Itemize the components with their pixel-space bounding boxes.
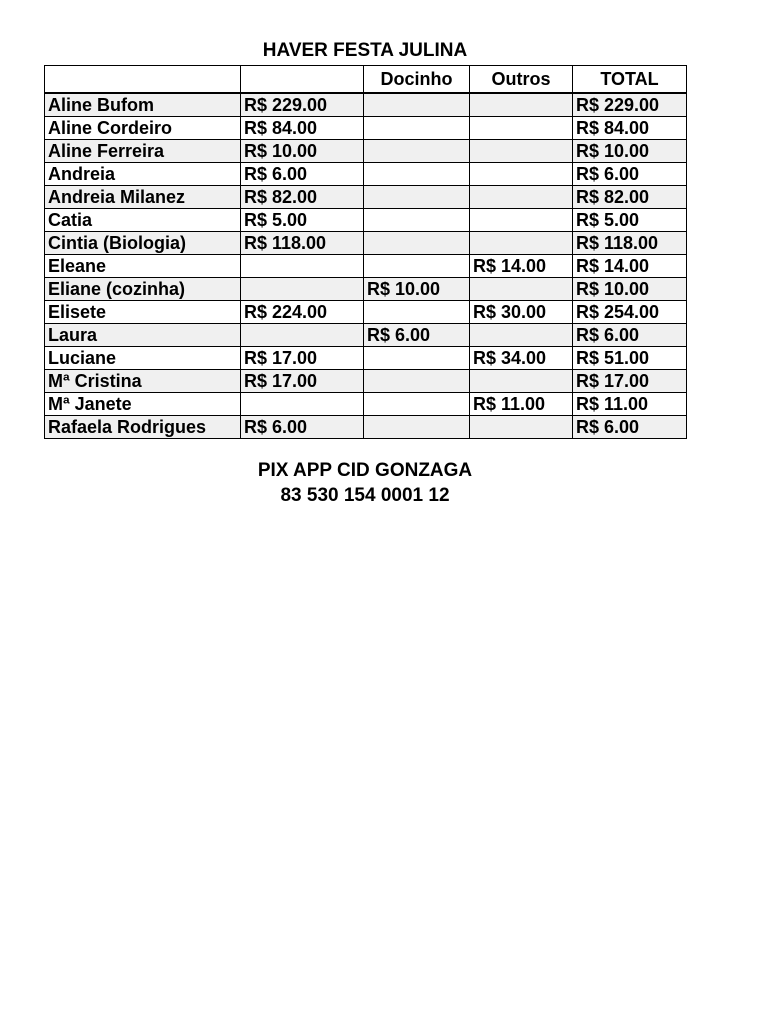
cell-docinho [364, 232, 470, 255]
cell-name: Cintia (Biologia) [45, 232, 241, 255]
cell-docinho [364, 370, 470, 393]
cell-outros [470, 163, 573, 186]
haver-table [44, 65, 687, 439]
cell-outros [470, 93, 573, 117]
table-row [45, 278, 687, 301]
cell-name: Laura [45, 324, 241, 347]
header-docinho: Docinho [364, 66, 470, 94]
cell-outros [470, 324, 573, 347]
cell-docinho: R$ 10.00 [364, 278, 470, 301]
cell-docinho [364, 209, 470, 232]
cell-outros: R$ 11.00 [470, 393, 573, 416]
cell-value [241, 324, 364, 347]
cell-docinho [364, 416, 470, 439]
table-row [45, 232, 687, 255]
cell-outros [470, 140, 573, 163]
header-name [45, 66, 241, 94]
cell-docinho: R$ 6.00 [364, 324, 470, 347]
cell-name: Eleane [45, 255, 241, 278]
pix-label: PIX APP CID GONZAGA [257, 460, 473, 481]
cell-outros [470, 209, 573, 232]
cell-total: R$ 6.00 [573, 416, 687, 439]
pix-info [44, 458, 686, 508]
cell-docinho [364, 347, 470, 370]
cell-outros [470, 278, 573, 301]
cell-name: Andreia Milanez [45, 186, 241, 209]
cell-docinho [364, 140, 470, 163]
cell-name: Luciane [45, 347, 241, 370]
table-row [45, 393, 687, 416]
cell-outros [470, 416, 573, 439]
table-row [45, 301, 687, 324]
cell-outros [470, 186, 573, 209]
cell-name: Aline Bufom [45, 93, 241, 117]
cell-total: R$ 17.00 [573, 370, 687, 393]
cell-total: R$ 254.00 [573, 301, 687, 324]
table-row [45, 347, 687, 370]
cell-value: R$ 84.00 [241, 117, 364, 140]
pix-number: 83 530 154 0001 12 [280, 485, 450, 506]
cell-value [241, 393, 364, 416]
cell-value: R$ 6.00 [241, 416, 364, 439]
cell-value [241, 255, 364, 278]
cell-name: Eliane (cozinha) [45, 278, 241, 301]
table-row [45, 324, 687, 347]
table-header-row [45, 66, 687, 94]
cell-value: R$ 17.00 [241, 347, 364, 370]
table-row [45, 370, 687, 393]
cell-total: R$ 5.00 [573, 209, 687, 232]
cell-value: R$ 229.00 [241, 93, 364, 117]
cell-value [241, 278, 364, 301]
cell-outros: R$ 30.00 [470, 301, 573, 324]
table-row [45, 93, 687, 117]
cell-total: R$ 82.00 [573, 186, 687, 209]
cell-name: Mª Cristina [45, 370, 241, 393]
table-row [45, 209, 687, 232]
cell-outros: R$ 34.00 [470, 347, 573, 370]
table-row [45, 416, 687, 439]
cell-name: Aline Cordeiro [45, 117, 241, 140]
cell-docinho [364, 186, 470, 209]
cell-name: Mª Janete [45, 393, 241, 416]
table-row [45, 255, 687, 278]
cell-name: Andreia [45, 163, 241, 186]
cell-value: R$ 5.00 [241, 209, 364, 232]
cell-outros [470, 370, 573, 393]
header-total: TOTAL [573, 66, 687, 94]
cell-outros [470, 117, 573, 140]
cell-total: R$ 84.00 [573, 117, 687, 140]
cell-name: Aline Ferreira [45, 140, 241, 163]
table-row [45, 117, 687, 140]
header-value [241, 66, 364, 94]
cell-total: R$ 6.00 [573, 163, 687, 186]
cell-name: Elisete [45, 301, 241, 324]
cell-docinho [364, 163, 470, 186]
sheet-title: HAVER FESTA JULINA [262, 40, 468, 61]
cell-value: R$ 118.00 [241, 232, 364, 255]
cell-total: R$ 118.00 [573, 232, 687, 255]
cell-total: R$ 14.00 [573, 255, 687, 278]
cell-total: R$ 10.00 [573, 278, 687, 301]
table-row [45, 140, 687, 163]
cell-value: R$ 6.00 [241, 163, 364, 186]
cell-total: R$ 6.00 [573, 324, 687, 347]
cell-docinho [364, 93, 470, 117]
cell-docinho [364, 255, 470, 278]
cell-outros [470, 232, 573, 255]
cell-value: R$ 10.00 [241, 140, 364, 163]
cell-docinho [364, 117, 470, 140]
cell-name: Rafaela Rodrigues [45, 416, 241, 439]
cell-docinho [364, 301, 470, 324]
cell-docinho [364, 393, 470, 416]
table-row [45, 163, 687, 186]
table-row [45, 186, 687, 209]
cell-total: R$ 11.00 [573, 393, 687, 416]
cell-total: R$ 51.00 [573, 347, 687, 370]
cell-value: R$ 17.00 [241, 370, 364, 393]
cell-total: R$ 229.00 [573, 93, 687, 117]
cell-total: R$ 10.00 [573, 140, 687, 163]
header-outros: Outros [470, 66, 573, 94]
cell-value: R$ 224.00 [241, 301, 364, 324]
cell-outros: R$ 14.00 [470, 255, 573, 278]
cell-name: Catia [45, 209, 241, 232]
cell-value: R$ 82.00 [241, 186, 364, 209]
